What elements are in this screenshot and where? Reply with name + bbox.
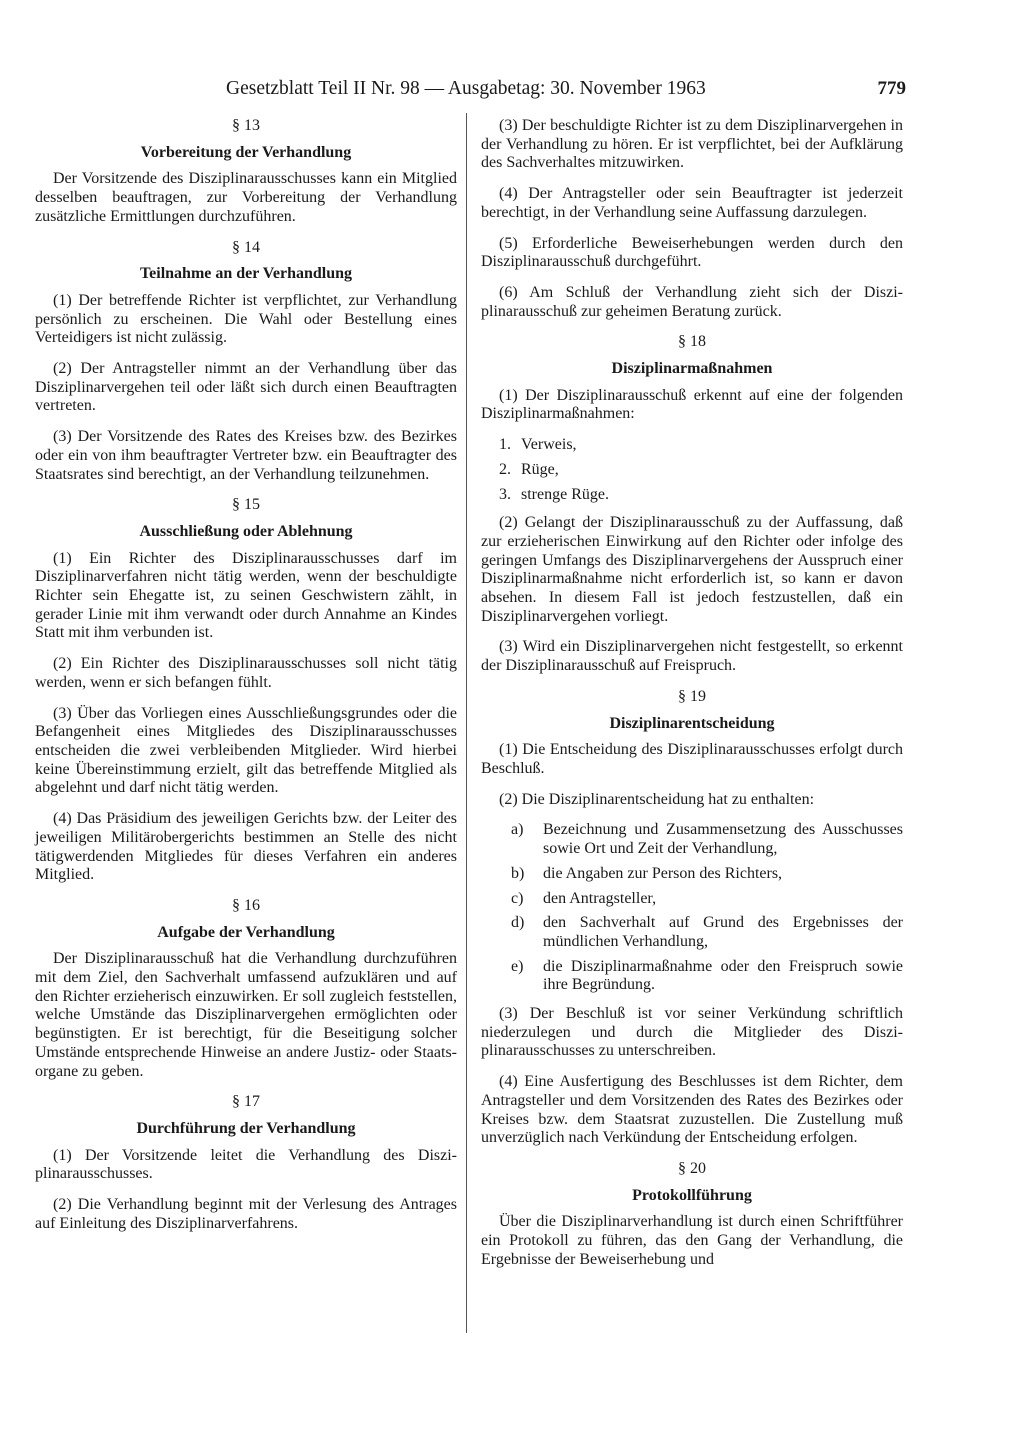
list-item-text: die Disziplinarmaßnahme oder den Freispruch sowie ihre Begründung. (543, 957, 903, 994)
paragraph: Über die Disziplinarverhandlung ist durch einen Schriftführer ein Protokoll zu führen, das den Gang der Verhandlung, die Ergebnisse der Beweiserhebung und (481, 1213, 903, 1268)
section-title: Disziplinarentscheidung (609, 714, 775, 732)
paragraph: (4) Das Präsidium des jeweiligen Gerichts bzw. der Leiter des jeweiligen Militärobergerichts bestimmen an Stelle des nicht tätigwerdenden Mitgliedes für dieses Verfahren ein anderes Mitglied. (35, 810, 457, 884)
paragraph: (1) Der Disziplinarausschuß erkennt auf eine der folgenden Disziplinarmaßnahmen: (481, 386, 903, 423)
section-number: § 14 (232, 238, 260, 256)
section-title: Disziplinarmaßnahmen (611, 360, 773, 378)
list-item (499, 461, 903, 480)
list-item-text: den Antragsteller, (543, 889, 657, 907)
list-item-label: 2. (499, 460, 511, 478)
list-item-text: Rüge, (521, 460, 559, 478)
paragraph: (2) Gelangt der Disziplinarausschuß zu der Auffassung, daß zur erzieherischen Einwirkung auf den Richter oder infolge des geringen Umfangs des Disziplinarvergehens der Ausspruch einer Disziplinarmaßnahme nicht erforderlich ist, so kann er davon absehen. In diesem Fall ist jedoch festzustellen, daß ein Disziplinarvergehen vorliegt. (481, 514, 903, 625)
paragraph: (4) Der Antragsteller oder sein Beauftragter ist jederzeit berechtigt, in der Verhandlung seine Auffassung darzulegen. (481, 185, 903, 221)
list-item-text: die Angaben zur Person des Richters, (543, 864, 783, 882)
paragraph: (2) Der Antragsteller nimmt an der Verhandlung über das Disziplinarvergehen teil oder läßt sich durch einen Beauftragten vertreten. (35, 360, 457, 415)
list-item-text: Bezeichnung und Zusammensetzung des Ausschusses sowie Ort und Zeit der Verhandlung, (543, 821, 903, 858)
section-title: Durchführung der Verhandlung (136, 1119, 356, 1137)
list-item-label: 1. (499, 436, 511, 454)
list-item (511, 958, 903, 995)
right-column (481, 117, 903, 1281)
paragraph: (1) Der betreffende Richter ist verpflichtet, zur Verhandlung persönlich zu erscheinen. Die Wahl oder Bestellung eines Verteidigers ist nicht zulässig. (35, 291, 457, 347)
running-title: Gesetzblatt Teil II Nr. 98 — Ausgabetag: 30. November 1963 (226, 78, 706, 99)
section-number: § 17 (232, 1093, 260, 1111)
list-item (511, 865, 903, 884)
section-title: Teilnahme an der Verhandlung (139, 265, 353, 283)
section-number: § 13 (232, 117, 260, 134)
decision-contents-list (511, 821, 903, 995)
list-item (499, 486, 903, 505)
list-item-label: 3. (499, 485, 511, 503)
list-item (511, 914, 903, 951)
measures-list (499, 436, 903, 504)
paragraph: (3) Der Vorsitzende des Rates des Kreises bzw. des Bezirkes oder ein von ihm beauftragter Vertreter bzw. ein Beauftragter des Staatsrates sind berechtigt, an der Verhandlung teilzunehmen. (35, 428, 457, 483)
paragraph: Der Vorsitzende des Disziplinarausschusses kann ein Mitglied desselben beauftragen, zur Vorbereitung der Verhandlung zusätzliche Ermittlungen durchzuführen. (35, 170, 457, 225)
section-number: § 15 (232, 496, 260, 514)
paragraph: (3) Über das Vorliegen eines Ausschließungsgrundes oder die Befangenheit eines Mitgliedes des Disziplinarausschusses entscheiden die zwei verbleibenden Mitglieder. Wird hierbei keine Übereinstimmung erzielt, gilt das betreffende Mitglied als abgelehnt und darf nicht tätig werden. (35, 704, 457, 797)
section-number: § 20 (678, 1159, 706, 1177)
paragraph: (1) Ein Richter des Disziplinarausschusses darf im Disziplinarverfahren nicht tätig werden, wenn der beschuldigte Richter sein Ehegatte ist, zu seinen Geschwistern zählt, in gerader Linie mit ihm verwandt oder durch Annahme an Kindes Statt mit ihm verbunden ist. (35, 549, 457, 642)
paragraph: (2) Die Verhandlung beginnt mit der Verlesung des Antrages auf Einleitung des Disziplinarverfahrens. (35, 1196, 457, 1232)
left-column (35, 117, 457, 1245)
list-item-label: d) (511, 914, 525, 932)
paragraph: (3) Wird ein Disziplinarvergehen nicht festgestellt, so erkennt der Disziplinarausschuß auf Freispruch. (481, 638, 903, 675)
section-title: Aufgabe der Verhandlung (157, 923, 335, 941)
section-number: § 19 (678, 687, 706, 705)
section-title: Vorbereitung der Verhandlung (140, 143, 352, 161)
list-item-text: Verweis, (521, 436, 577, 454)
list-item-label: a) (511, 821, 524, 839)
list-item-label: b) (511, 864, 525, 882)
paragraph: (1) Der Vorsitzende leitet die Verhandlung des Disziplinarausschusses. (35, 1146, 457, 1183)
page-header (226, 76, 906, 102)
paragraph: (5) Erforderliche Beweiserhebungen werden durch den Disziplinarausschuß durchgeführt. (481, 234, 903, 271)
paragraph: (3) Der beschuldigte Richter ist zu dem Disziplinarvergehen in der Verhandlung zu hören. Er ist verpflichtet, bei der Aufklärung des Sachverhaltes mitzuwirken. (481, 117, 903, 172)
list-item (511, 821, 903, 858)
section-number: § 16 (232, 896, 260, 914)
list-item (499, 436, 903, 455)
list-item-text: strenge Rüge. (521, 485, 609, 503)
paragraph: (1) Die Entscheidung des Disziplinarausschusses erfolgt durch Beschluß. (481, 741, 903, 777)
section-title: Protokollführung (632, 1186, 752, 1204)
section-number: § 18 (678, 333, 706, 351)
paragraph: (4) Eine Ausfertigung des Beschlusses ist dem Richter, dem Antragsteller und dem Vorsitzenden des Rates des Bezirkes oder Kreises bzw. dem Staatsrat zuzustellen. Die Zustellung muß unverzüglich nach Verkündung der Entscheidung erfolgen. (481, 1073, 903, 1147)
column-divider (466, 113, 467, 1333)
section-title: Ausschließung oder Ablehnung (139, 522, 353, 540)
paragraph: (2) Ein Richter des Disziplinarausschusses soll nicht tätig werden, wenn er sich befangen fühlt. (35, 655, 457, 691)
list-item-text: den Sachverhalt auf Grund des Ergebnisses der mündlichen Verhandlung, (543, 914, 903, 950)
list-item-label: e) (511, 957, 524, 975)
list-item (511, 890, 903, 909)
paragraph: (6) Am Schluß der Verhandlung zieht sich der Disziplinarausschuß zur geheimen Beratung zurück. (481, 283, 903, 320)
paragraph: (3) Der Beschluß ist vor seiner Verkündung schriftlich niederzulegen und durch die Mitglieder des Disziplinarausschusses zu unterschreiben. (481, 1005, 903, 1060)
paragraph: (2) Die Disziplinarentscheidung hat zu enthalten: (499, 790, 815, 808)
list-item-label: c) (511, 889, 524, 907)
paragraph: Der Disziplinarausschuß hat die Verhandlung durchzuführen mit dem Ziel, den Sachverhalt umfassend aufzuklären und auf den Richter erzieherisch einzuwirken. Er soll zugleich feststellen, welche Umstände das Disziplinarvergehen ermöglichten oder begünstigten. Er ist berechtigt, für die Beseitigung solcher Umstände entsprechende Hinweise an andere Justiz- oder Staatsorgane zu geben. (35, 950, 457, 1080)
page-number: 779 (877, 78, 906, 99)
